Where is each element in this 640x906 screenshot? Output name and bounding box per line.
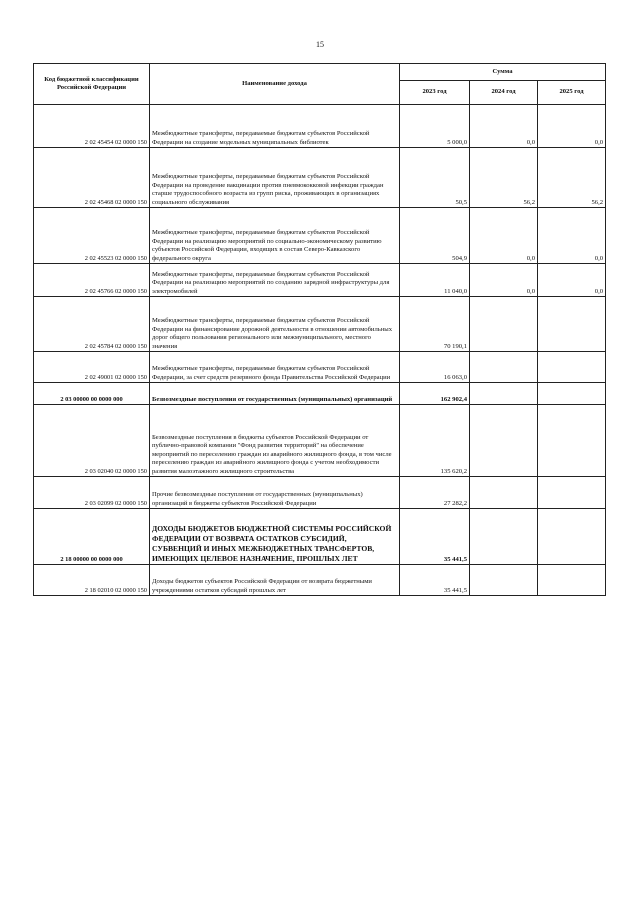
year-2023-header: 2023 год <box>400 81 470 105</box>
row-value-2025: 0,0 <box>538 208 606 264</box>
table-row <box>34 264 606 297</box>
row-value-2025 <box>538 405 606 477</box>
year-2025-header: 2025 год <box>538 81 606 105</box>
row-code: 2 02 49001 02 0000 150 <box>34 352 150 383</box>
row-value-2023: 70 190,1 <box>400 297 470 352</box>
table-row <box>34 297 606 352</box>
row-value-2023: 5 000,0 <box>400 105 470 148</box>
row-value-2025 <box>538 352 606 383</box>
row-value-2024 <box>470 297 538 352</box>
row-value-2024 <box>470 509 538 565</box>
row-value-2023: 16 063,0 <box>400 352 470 383</box>
row-code: 2 02 45766 02 0000 150 <box>34 264 150 297</box>
row-code: 2 02 45454 02 0000 150 <box>34 105 150 148</box>
row-value-2024 <box>470 405 538 477</box>
row-code: 2 03 02040 02 0000 150 <box>34 405 150 477</box>
row-value-2024 <box>470 477 538 509</box>
row-name: Межбюджетные трансферты, передаваемые бюджетам субъектов Российской Федерации, за счет средств резервного фонда Правительства Российской Федерации <box>150 352 400 383</box>
row-value-2023: 50,5 <box>400 148 470 208</box>
row-value-2025 <box>538 297 606 352</box>
row-value-2024: 0,0 <box>470 208 538 264</box>
row-value-2024: 0,0 <box>470 264 538 297</box>
row-value-2023: 135 620,2 <box>400 405 470 477</box>
table-row <box>34 383 606 405</box>
row-name: Межбюджетные трансферты, передаваемые бюджетам субъектов Российской Федерации на создание модельных муниципальных библиотек <box>150 105 400 148</box>
table-row <box>34 105 606 148</box>
code-column-header: Код бюджетной классификации Российской Федерации <box>34 64 150 105</box>
row-value-2023: 11 040,0 <box>400 264 470 297</box>
row-value-2023: 27 282,2 <box>400 477 470 509</box>
sum-column-header: Сумма <box>400 64 606 81</box>
row-code: 2 18 02010 02 0000 150 <box>34 565 150 596</box>
table-row <box>34 148 606 208</box>
row-name: Межбюджетные трансферты, передаваемые бюджетам субъектов Российской Федерации на финансирование дорожной деятельности в отношении автомобильных дорог общего пользования регионального или межмуниципального, местного значения <box>150 297 400 352</box>
table-row <box>34 509 606 565</box>
row-value-2023: 504,9 <box>400 208 470 264</box>
year-2024-header: 2024 год <box>470 81 538 105</box>
table-row <box>34 477 606 509</box>
row-value-2024 <box>470 565 538 596</box>
row-code: 2 03 02099 02 0000 150 <box>34 477 150 509</box>
row-name: Доходы бюджетов субъектов Российской Федерации от возврата бюджетными учреждениями остатков субсидий прошлых лет <box>150 565 400 596</box>
row-value-2025: 0,0 <box>538 264 606 297</box>
row-value-2024: 0,0 <box>470 105 538 148</box>
row-value-2025: 0,0 <box>538 105 606 148</box>
row-name: Прочие безвозмездные поступления от государственных (муниципальных) организаций в бюджеты субъектов Российской Федерации <box>150 477 400 509</box>
row-value-2025: 56,2 <box>538 148 606 208</box>
row-name: Межбюджетные трансферты, передаваемые бюджетам субъектов Российской Федерации на реализацию мероприятий по созданию зарядной инфраструктуры для электромобилей <box>150 264 400 297</box>
revenue-table <box>33 63 606 596</box>
row-value-2024: 56,2 <box>470 148 538 208</box>
row-value-2025 <box>538 565 606 596</box>
row-name: Межбюджетные трансферты, передаваемые бюджетам субъектов Российской Федерации на реализацию мероприятий по социально-экономическому развитию субъектов Российской Федерации, входящих в состав Северо-Кавказского федерального округа <box>150 208 400 264</box>
row-value-2025 <box>538 477 606 509</box>
row-value-2023: 162 902,4 <box>400 383 470 405</box>
row-name: Безвозмездные поступления в бюджеты субъектов Российской Федерации от публично-правовой компании "Фонд развития территорий" на обеспечение мероприятий по переселению граждан из аварийного жилищного фонда, в том числе переселению граждан из аварийного жилищного фонда с учетом необходимости развития малоэтажного жилищного строительства <box>150 405 400 477</box>
row-value-2024 <box>470 383 538 405</box>
row-value-2025 <box>538 509 606 565</box>
row-code: 2 02 45468 02 0000 150 <box>34 148 150 208</box>
table-row <box>34 405 606 477</box>
row-code: 2 02 45523 02 0000 150 <box>34 208 150 264</box>
row-value-2023: 35 441,5 <box>400 565 470 596</box>
table-row <box>34 565 606 596</box>
row-value-2025 <box>538 383 606 405</box>
table-row <box>34 352 606 383</box>
row-value-2024 <box>470 352 538 383</box>
page-number: 15 <box>316 40 324 49</box>
row-code: 2 18 00000 00 0000 000 <box>34 509 150 565</box>
table-row <box>34 208 606 264</box>
row-value-2023: 35 441,5 <box>400 509 470 565</box>
row-code: 2 02 45784 02 0000 150 <box>34 297 150 352</box>
row-code: 2 03 00000 00 0000 000 <box>34 383 150 405</box>
row-name: ДОХОДЫ БЮДЖЕТОВ БЮДЖЕТНОЙ СИСТЕМЫ РОССИЙСКОЙ ФЕДЕРАЦИИ ОТ ВОЗВРАТА ОСТАТКОВ СУБСИДИЙ, СУБВЕНЦИЙ И ИНЫХ МЕЖБЮДЖЕТНЫХ ТРАНСФЕРТОВ, ИМЕЮЩИХ ЦЕЛЕВОЕ НАЗНАЧЕНИЕ, ПРОШЛЫХ ЛЕТ <box>150 509 400 565</box>
row-name: Межбюджетные трансферты, передаваемые бюджетам субъектов Российской Федерации на проведение вакцинации против пневмококковой инфекции граждан старше трудоспособного возраста из групп риска, проживающих в организациях социального обслуживания <box>150 148 400 208</box>
row-name: Безвозмездные поступления от государственных (муниципальных) организаций <box>150 383 400 405</box>
name-column-header: Наименование дохода <box>150 64 400 105</box>
